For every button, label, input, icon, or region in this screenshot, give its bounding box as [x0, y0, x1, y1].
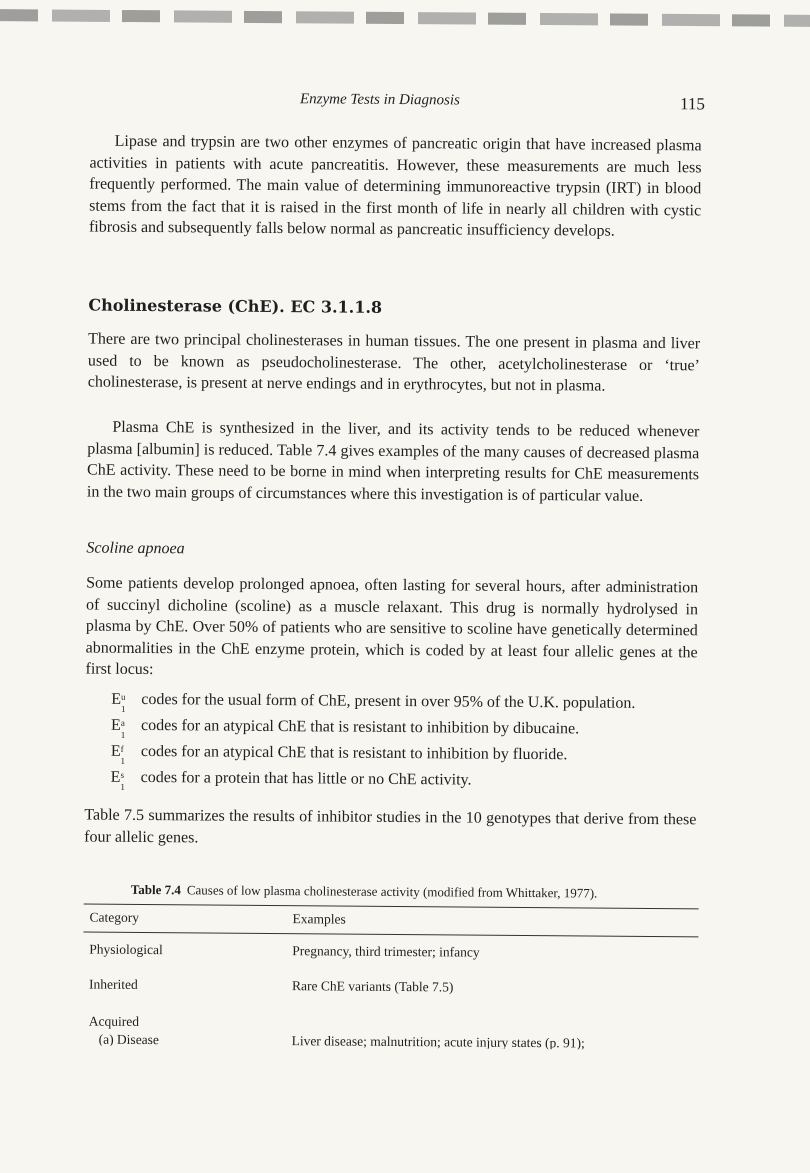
- closing-paragraph: Table 7.5 summarizes the results of inhibitor studies in the 10 genotypes that derive from these four allelic genes.: [84, 806, 697, 846]
- allele-symbol: E f 1: [110, 742, 126, 766]
- table-row-examples: Liver disease; malnutrition; acute injury states (p. 91);: [291, 1033, 585, 1051]
- intro-paragraph: Lipase and trypsin are two other enzymes of pancreatic origin that have increased plasma activities in patients with acute pancreatitis. However, these measurements are much less frequently performed. The main value of determining immunoreactive trypsin (IRT) in blood stems from the fact that it is raised in the first month of life in nearly all children with cystic fibrosis and subsequently falls below normal as pancreatic insufficiency develops.: [88, 132, 702, 240]
- allele-usual: [111, 689, 711, 716]
- table-row-examples: Pregnancy, third trimester; infancy: [292, 943, 480, 960]
- allele-description: codes for an atypical ChE that is resistant to inhibition by fluoride.: [140, 742, 568, 764]
- page-number: 115: [680, 94, 706, 114]
- allele-symbol: E u 1: [111, 690, 126, 714]
- table-header-category: Category: [89, 909, 140, 925]
- table-caption: [131, 882, 598, 902]
- table-row-category: Acquired: [88, 1013, 140, 1029]
- body-paragraph-1: There are two principal cholinesterases in human tissues. The one present in plasma and liver used to be known as pseudocholinesterase. The other, acetylcholinesterase or ‘true’ cholinesterase, is present at nerve endings and in erythrocytes, but not in plasma.: [87, 330, 701, 395]
- table-label: Table 7.4: [130, 881, 181, 898]
- table-row-category: Physiological: [89, 941, 163, 958]
- allele-description: codes for an atypical ChE that is resistant to inhibition by dibucaine.: [141, 716, 580, 738]
- allele-atypical-dibucaine: [111, 715, 711, 742]
- section-heading: Cholinesterase (ChE). EC 3.1.1.8: [88, 295, 383, 317]
- running-title: Enzyme Tests in Diagnosis: [299, 91, 460, 109]
- table-row-category: (a) Disease: [98, 1031, 160, 1048]
- table-header-rule: [83, 932, 698, 938]
- table-top-rule: [84, 904, 699, 910]
- running-header: [299, 91, 706, 114]
- scoline-paragraph: Some patients develop prolonged apnoea, often lasting for several hours, after administration of succinyl dicholine (scoline) as a muscle relaxant. This drug is normally hydrolysed in plasma by ChE. Over 50% of patients who are sensitive to scoline have genetically determined abnormalities in the ChE enzyme protein, which is coded by at least four allelic genes at the first locus:: [85, 574, 699, 679]
- table-clipped-row: [83, 1032, 723, 1051]
- allele-description: codes for the usual form of ChE, present in over 95% of the U.K. population.: [141, 690, 636, 712]
- table-row-category: Inherited: [88, 976, 138, 992]
- allele-symbol: E s 1: [110, 768, 125, 792]
- table-header-examples: Examples: [292, 911, 346, 927]
- table-row-examples: Rare ChE variants (Table 7.5): [291, 978, 454, 995]
- subsection-heading: Scoline apnoea: [86, 539, 185, 558]
- allele-symbol: E a 1: [111, 716, 126, 740]
- body-paragraph-2: Plasma ChE is synthesized in the liver, and its activity tends to be reduced whenever plasma [albumin] is reduced. Table 7.4 gives examples of the many causes of decreased plasma ChE activity. These need to be borne in mind when interpreting results for ChE measurements in the two main groups of circumstances where this investigation is of particular value.: [86, 418, 700, 505]
- allele-atypical-fluoride: [111, 741, 711, 768]
- table-caption-text: Causes of low plasma cholinesterase activity (modified from Whittaker, 1977).: [186, 882, 598, 901]
- allele-silent: [111, 767, 711, 794]
- allele-description: codes for a protein that has little or no ChE activity.: [140, 768, 472, 789]
